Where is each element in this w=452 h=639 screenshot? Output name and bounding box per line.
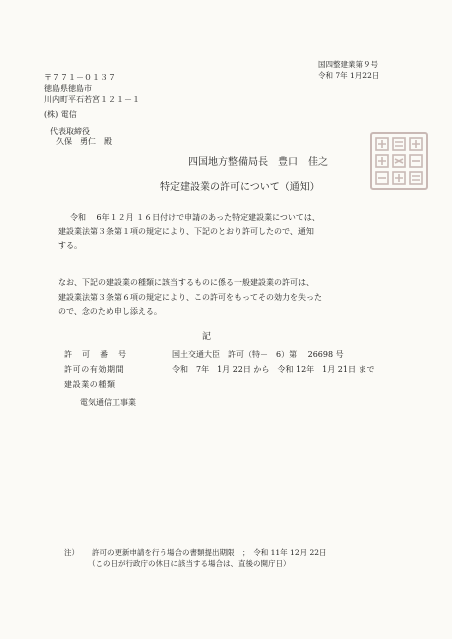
subject-title: 特定建設業の許可について（通知） [160,182,320,193]
issue-date: 令和 7年 1月22日 [318,71,380,80]
paragraph-line: 建設業法第３条第１項の規定により、下記のとおり許可したので、通知 [58,227,314,236]
sender: 四国地方整備局長 豊口 佳之 [188,157,328,168]
paragraph-line: なお、下記の建設業の種類に該当するものに係る一般建設業の許可は、 [58,278,314,287]
validity-value: 令和 7年 1月 22日 から 令和 12年 1月 21日 まで [172,365,375,374]
note-line-1: 許可の更新申請を行う場合の書類提出期限 ； 令和 11年 12月 22日 [92,548,327,557]
company-name: (株) 電信 [44,110,77,119]
address-line-1: 徳島県徳島市 [44,84,92,93]
paragraph-line: 令和 6年１２月 １６日付けで申請のあった特定建設業については、 [70,213,320,222]
business-type-label: 建設業の種類 [64,380,116,389]
note-line-2: （この日が行政庁の休日に該当する場合は、直後の開庁日） [88,559,291,568]
official-seal-icon [370,132,428,190]
permit-number-value: 国土交通大臣 許可（特－ 6）第 26698 号 [172,350,344,359]
note-label: 注） [64,548,79,557]
validity-label: 許可の有効期間 [64,365,125,374]
address-line-2: 川内町平石若宮１２１－１ [44,95,140,104]
postal-code: 〒７７１－０１３７ [44,73,116,82]
ki-heading: 記 [202,332,212,342]
paragraph-line: する。 [58,241,82,250]
permit-number-label: 許 可 番 号 [64,350,127,359]
business-type-value: 電気通信工事業 [80,398,136,407]
paragraph-line: ので、念のため申し添える。 [58,307,162,316]
recipient-title: 代表取締役 [50,127,90,136]
document-number: 国四整建業第９号 [318,60,378,69]
recipient-name: 久保 勇仁 殿 [56,137,112,146]
paragraph-line: 建設業法第３条第６項の規定により、この許可をもってその効力を失った [58,293,322,302]
